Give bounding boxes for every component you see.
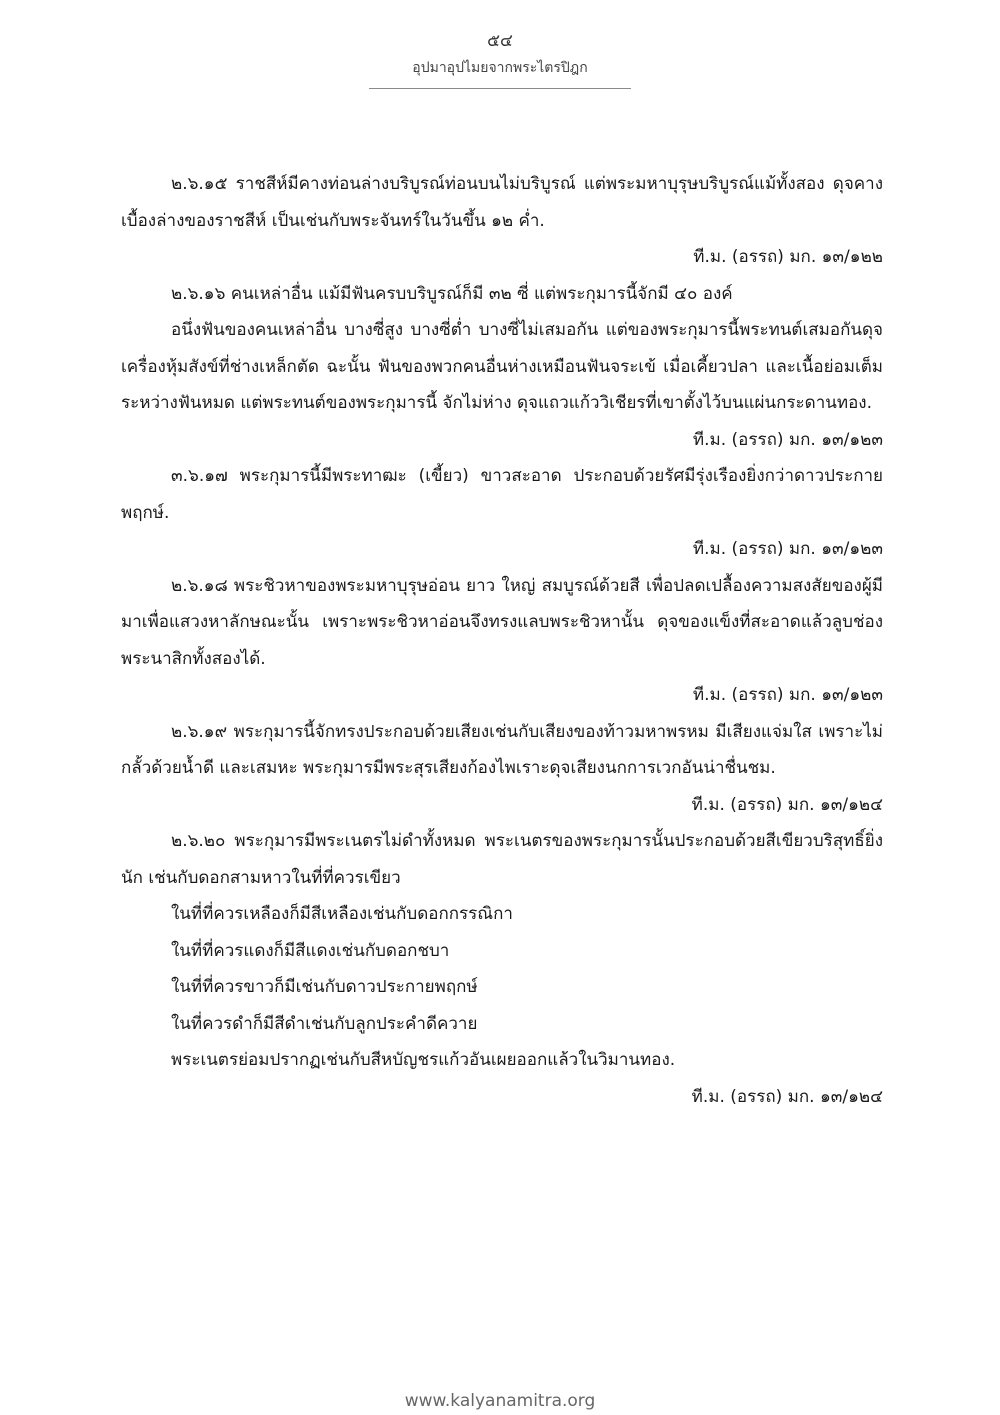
running-title: อุปมาอุปไมยจากพระไตรปิฎก bbox=[412, 60, 588, 76]
citation: ที.ม. (อรรถ) มก. ๑๓/๑๒๓ bbox=[692, 429, 883, 450]
citation: ที.ม. (อรรถ) มก. ๑๓/๑๒๓ bbox=[692, 685, 883, 705]
header-divider bbox=[369, 88, 631, 89]
paragraph-2-6-20: ๒.๖.๒๐ พระกุมารมีพระเนตรไม่ดำทั้งหมด พระเนตรของพระกุมารนั้นประกอบด้วยสีเขียวบริสุทธิ์ยิ่งนัก เช่นกับดอกสามหาวในที่ที่ควรเขียว bbox=[121, 831, 883, 888]
paragraph-2-6-19: ๒.๖.๑๙ พระกุมารนี้จักทรงประกอบด้วยเสียงเช่นกับเสียงของท้าวมหาพรหม มีเสียงแจ่มใส เพราะไม่กลั้วด้วยน้ำดี และเสมหะ พระกุมารมีพระสุรเสียงก้องไพเราะดุจเสียงนกการเวกอันน่าชื่นชม. bbox=[121, 721, 883, 778]
paragraph-2-6-18: ๒.๖.๑๘ พระชิวหาของพระมหาบุรุษอ่อน ยาว ใหญ่ สมบูรณ์ด้วยสี เพื่อปลดเปลื้องความสงสัยของผู้มีมาเพื่อแสวงหาลักษณะนั้น เพราะพระชิวหาอ่อนจึงทรงแลบพระชิวหานั้น ดุจของแข็งที่สะอาดแล้วลูบช่องพระนาสิกทั้งสองได้. bbox=[121, 575, 883, 669]
indented-line: ในที่ที่ควรขาวก็มีเช่นกับดาวประกายพฤกษ์ bbox=[171, 977, 478, 997]
indented-line: ในที่ที่ควรแดงก็มีสีแดงเช่นกับดอกชบา bbox=[171, 940, 450, 961]
paragraph-teeth-detail: อนึ่งฟันของคนเหล่าอื่น บางซี่สูง บางซี่ต่ำ บางซี่ไม่เสมอกัน แต่ของพระกุมารนี้พระทนต์เสมอกันดุจเครื่องหุ้มสังข์ที่ช่างเหล็กตัด ฉะนั้น ฟันของพวกคนอื่นห่างเหมือนฟันจระเข้ เมื่อเคี้ยวปลา และเนื้อย่อมเต็มระหว่างฟันหมด แต่พระทนต์ของพระกุมารนี้ จักไม่ห่าง ดุจแถวแก้ววิเชียรที่เขาตั้งไว้บนแผ่นกระดานทอง. bbox=[121, 320, 883, 413]
paragraph-2-6-15: ๒.๖.๑๕ ราชสีห์มีคางท่อนล่างบริบูรณ์ท่อนบนไม่บริบูรณ์ แต่พระมหาบุรุษบริบูรณ์แม้ทั้งสอง ดุจคางเบื้องล่างของราชสีห์ เป็นเช่นกับพระจันทร์ในวันขึ้น ๑๒ ค่ำ. bbox=[121, 174, 883, 231]
citation: ที.ม. (อรรถ) มก. ๑๓/๑๒๓ bbox=[692, 539, 883, 559]
paragraph-2-6-16: ๒.๖.๑๖ คนเหล่าอื่น แม้มีฟันครบบริบูรณ์ก็มี ๓๒ ซี่ แต่พระกุมารนี้จักมี ๔๐ องค์ bbox=[171, 283, 733, 304]
citation: ที.ม. (อรรถ) มก. ๑๓/๑๒๔ bbox=[691, 794, 883, 815]
page-number: ๕๔ bbox=[487, 31, 513, 51]
footer-website: www.kalyanamitra.org bbox=[404, 1391, 596, 1411]
indented-line: ในที่ที่ควรเหลืองก็มีสีเหลืองเช่นกับดอกกรรณิกา bbox=[171, 904, 513, 924]
indented-line: พระเนตรย่อมปรากฏเช่นกับสีหบัญชรแก้วอันเผยออกแล้วในวิมานทอง. bbox=[171, 1050, 676, 1070]
citation: ที.ม. (อรรถ) มก. ๑๓/๑๒๔ bbox=[691, 1086, 883, 1107]
document-body bbox=[121, 166, 883, 1115]
page-header bbox=[0, 30, 1000, 89]
paragraph-3-6-17: ๓.๖.๑๗ พระกุมารนี้มีพระทาฒะ (เขี้ยว) ขาวสะอาด ประกอบด้วยรัศมีรุ่งเรืองยิ่งกว่าดาวประกายพฤกษ์. bbox=[121, 466, 883, 523]
citation: ที.ม. (อรรถ) มก. ๑๓/๑๒๒ bbox=[693, 247, 883, 267]
indented-line: ในที่ควรดำก็มีสีดำเช่นกับลูกประคำดีควาย bbox=[171, 1013, 478, 1034]
